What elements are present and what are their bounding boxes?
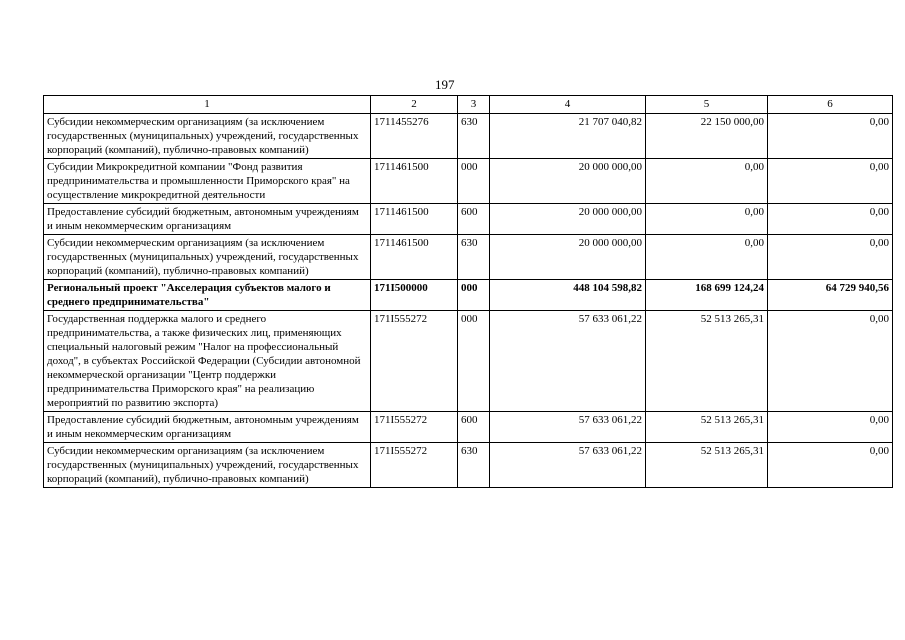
row-value-6: 0,00 xyxy=(768,412,893,443)
row-value-5: 168 699 124,24 xyxy=(646,280,768,311)
row-value-4: 21 707 040,82 xyxy=(490,114,646,159)
row-code: 171I555272 xyxy=(371,311,458,412)
row-type: 630 xyxy=(458,443,490,488)
row-name: Субсидии некоммерческим организациям (за исключением государственных (муниципальных) учреждений, государственных корпораций (компаний), публично-правовых компаний) xyxy=(44,235,371,280)
row-code: 171I500000 xyxy=(371,280,458,311)
row-name: Государственная поддержка малого и среднего предпринимательства, а также физических лиц, применяющих специальный налоговый режим "Налог на профессиональный доход", в субъектах Российской Федерации (Субсидии автономной некоммерческой организации "Центр поддержки предпринимательства Приморского края" на реализацию мероприятий по развитию экспорта) xyxy=(44,311,371,412)
table-row xyxy=(44,114,893,159)
row-value-6: 0,00 xyxy=(768,311,893,412)
row-value-5: 52 513 265,31 xyxy=(646,311,768,412)
row-type: 600 xyxy=(458,412,490,443)
row-value-6: 0,00 xyxy=(768,443,893,488)
row-code: 1711455276 xyxy=(371,114,458,159)
row-value-4: 20 000 000,00 xyxy=(490,159,646,204)
table-row xyxy=(44,311,893,412)
column-header: 4 xyxy=(490,96,646,114)
row-value-5: 0,00 xyxy=(646,235,768,280)
table-row xyxy=(44,412,893,443)
row-value-6: 0,00 xyxy=(768,235,893,280)
column-header: 6 xyxy=(768,96,893,114)
row-value-5: 0,00 xyxy=(646,159,768,204)
row-name: Предоставление субсидий бюджетным, автономным учреждениям и иным некоммерческим организациям xyxy=(44,412,371,443)
row-type: 000 xyxy=(458,280,490,311)
row-value-6: 64 729 940,56 xyxy=(768,280,893,311)
row-code: 1711461500 xyxy=(371,235,458,280)
row-name: Субсидии некоммерческим организациям (за исключением государственных (муниципальных) учреждений, государственных корпораций (компаний), публично-правовых компаний) xyxy=(44,443,371,488)
row-type: 000 xyxy=(458,311,490,412)
row-value-6: 0,00 xyxy=(768,159,893,204)
row-value-4: 20 000 000,00 xyxy=(490,204,646,235)
row-code: 171I555272 xyxy=(371,412,458,443)
row-value-4: 57 633 061,22 xyxy=(490,443,646,488)
row-name: Предоставление субсидий бюджетным, автономным учреждениям и иным некоммерческим организациям xyxy=(44,204,371,235)
header-row xyxy=(44,96,893,114)
row-value-4: 57 633 061,22 xyxy=(490,311,646,412)
row-type: 000 xyxy=(458,159,490,204)
table-row-section-total xyxy=(44,280,893,311)
column-header: 2 xyxy=(371,96,458,114)
row-value-6: 0,00 xyxy=(768,114,893,159)
column-header: 3 xyxy=(458,96,490,114)
column-header: 1 xyxy=(44,96,371,114)
row-value-6: 0,00 xyxy=(768,204,893,235)
row-value-5: 52 513 265,31 xyxy=(646,412,768,443)
row-name: Региональный проект "Акселерация субъектов малого и среднего предпринимательства" xyxy=(44,280,371,311)
budget-table xyxy=(43,95,893,488)
column-header: 5 xyxy=(646,96,768,114)
table-row xyxy=(44,443,893,488)
table-row xyxy=(44,159,893,204)
row-type: 630 xyxy=(458,235,490,280)
row-value-5: 0,00 xyxy=(646,204,768,235)
row-value-5: 52 513 265,31 xyxy=(646,443,768,488)
row-name: Субсидии некоммерческим организациям (за исключением государственных (муниципальных) учреждений, государственных корпораций (компаний), публично-правовых компаний) xyxy=(44,114,371,159)
table-row xyxy=(44,235,893,280)
row-value-4: 448 104 598,82 xyxy=(490,280,646,311)
page-number: 197 xyxy=(435,77,455,92)
row-type: 600 xyxy=(458,204,490,235)
row-value-4: 20 000 000,00 xyxy=(490,235,646,280)
row-code: 1711461500 xyxy=(371,204,458,235)
table-row xyxy=(44,204,893,235)
row-name: Субсидии Микрокредитной компании "Фонд развития предпринимательства и промышленности Приморского края" на осуществление микрокредитной деятельности xyxy=(44,159,371,204)
row-value-4: 57 633 061,22 xyxy=(490,412,646,443)
row-code: 1711461500 xyxy=(371,159,458,204)
row-value-5: 22 150 000,00 xyxy=(646,114,768,159)
row-type: 630 xyxy=(458,114,490,159)
row-code: 171I555272 xyxy=(371,443,458,488)
